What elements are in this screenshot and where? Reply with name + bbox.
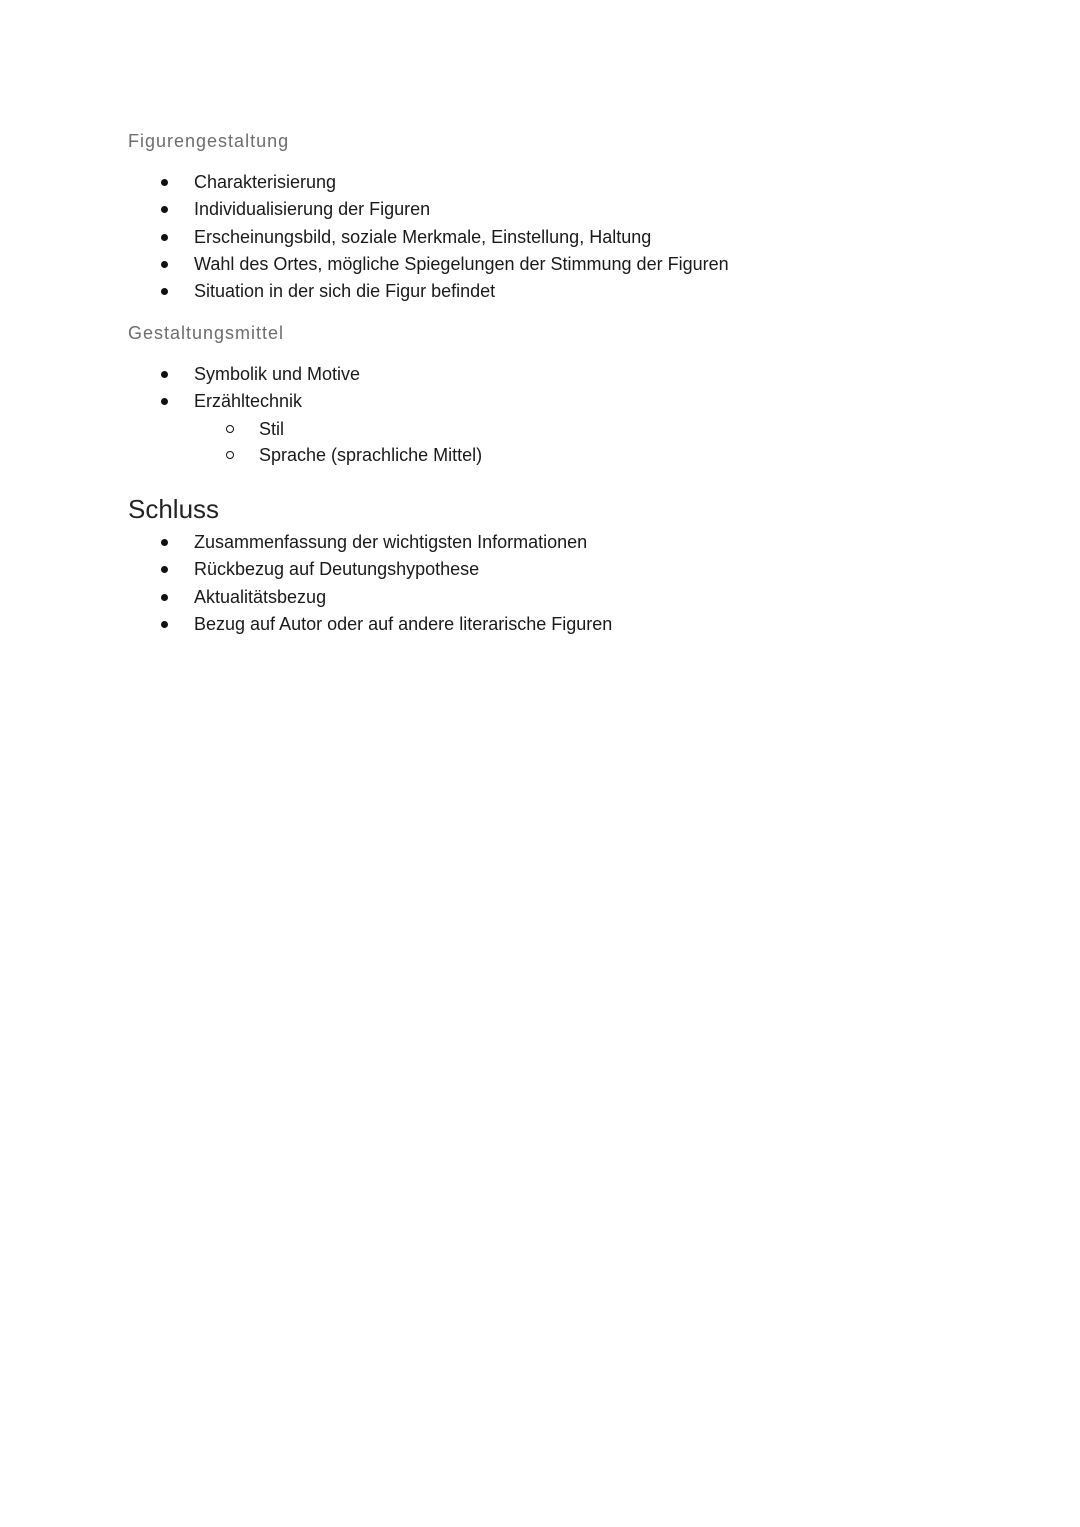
list-item-text: Erscheinungsbild, soziale Merkmale, Einstellung, Haltung bbox=[194, 226, 652, 247]
bullet-icon bbox=[161, 371, 168, 378]
bullet-icon bbox=[161, 261, 168, 268]
bullet-icon bbox=[161, 621, 168, 628]
list-item-text: Situation in der sich die Figur befindet bbox=[194, 281, 496, 302]
bullet-icon bbox=[161, 594, 168, 601]
hollow-bullet-icon bbox=[226, 451, 234, 459]
bullet-icon bbox=[161, 539, 168, 546]
bullet-icon bbox=[161, 566, 168, 573]
list-item-text: Rückbezug auf Deutungshypothese bbox=[194, 559, 480, 580]
hollow-bullet-icon bbox=[226, 425, 234, 433]
list-item-text: Erzähltechnik bbox=[194, 391, 303, 412]
sub-list-item-text: Sprache (sprachliche Mittel) bbox=[259, 445, 483, 466]
bullet-icon bbox=[161, 398, 168, 405]
list-item-text: Individualisierung der Figuren bbox=[194, 199, 431, 220]
list-item-text: Wahl des Ortes, mögliche Spiegelungen der Stimmung der Figuren bbox=[194, 253, 729, 274]
bullet-icon bbox=[161, 206, 168, 213]
bullet-icon bbox=[161, 288, 168, 295]
bullet-icon bbox=[161, 179, 168, 186]
section-heading-schluss: Schluss bbox=[128, 494, 220, 524]
list-item-text: Charakterisierung bbox=[194, 172, 337, 192]
section-heading-figurengestaltung: Figurengestaltung bbox=[128, 131, 290, 151]
bullet-icon bbox=[161, 234, 168, 241]
list-item-text: Zusammenfassung der wichtigsten Informationen bbox=[194, 532, 588, 552]
section-heading-gestaltungsmittel: Gestaltungsmittel bbox=[128, 323, 285, 343]
list-item-text: Bezug auf Autor oder auf andere literarische Figuren bbox=[194, 613, 613, 634]
list-item-text: Aktualitätsbezug bbox=[194, 586, 327, 607]
sub-list-item-text: Stil bbox=[259, 418, 285, 439]
list-item-text: Symbolik und Motive bbox=[194, 364, 361, 384]
